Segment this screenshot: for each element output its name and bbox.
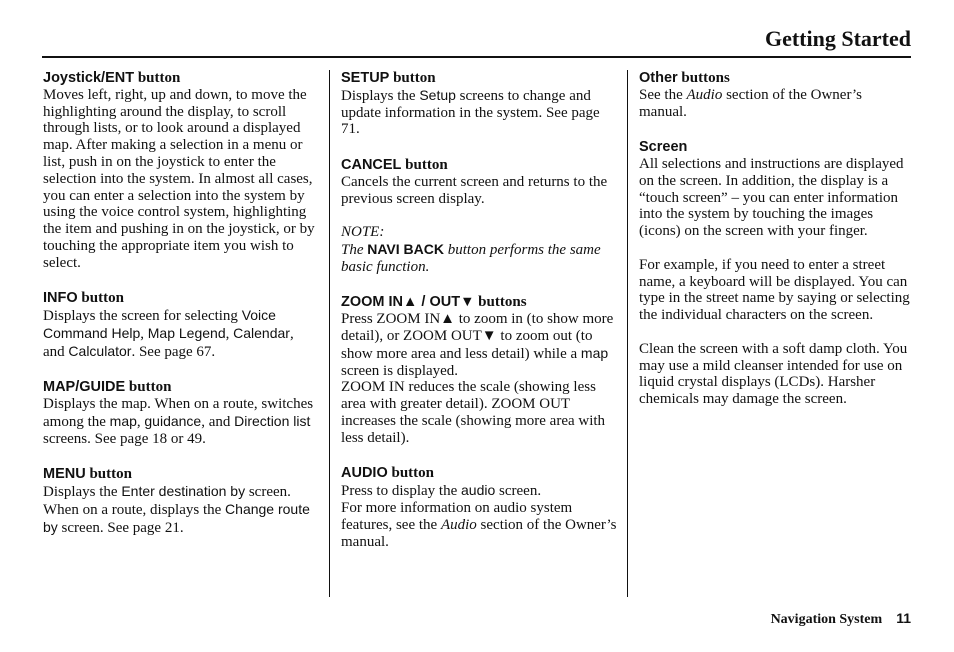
info-heading: INFO button [43, 290, 124, 307]
info-text: Displays the screen for selecting Voice Command Help, Map Legend, Calendar, and Calculator. See page 67. [43, 307, 294, 360]
menu-section [43, 464, 319, 536]
term-navi-back: NAVI BACK [367, 240, 444, 257]
zoom-scale-text: ZOOM IN reduces the scale (showing less area with greater detail). ZOOM OUT increases the scale (showing more area with less detail). [341, 379, 606, 446]
screen-heading: Screen [639, 139, 688, 156]
joystick-section [43, 68, 319, 272]
other-text: See the Audio section of the Owner’s manual. [639, 86, 863, 120]
map-guide-section [43, 377, 319, 447]
column-1 [43, 68, 319, 537]
audio-more-text: For more information on audio system features, see the Audio section of the Owner’s manual. [341, 499, 617, 550]
column-divider-2 [627, 70, 628, 597]
cancel-heading: CANCEL button [341, 156, 448, 173]
footer-section-name: Navigation System [770, 612, 883, 627]
column-2 [341, 68, 619, 550]
term-calendar: Calendar [233, 324, 290, 341]
audio-text: Press to display the audio screen. [341, 482, 542, 500]
menu-heading: MENU button [43, 466, 132, 483]
info-section [43, 288, 319, 360]
zoom-heading: ZOOM IN▲ / OUT▼ buttons [341, 294, 527, 311]
term-map: map [580, 344, 609, 361]
setup-heading: SETUP button [341, 70, 436, 86]
page-footer [771, 610, 911, 628]
term-enter-destination-by: Enter destination by [121, 483, 246, 500]
page-title: Getting Started [764, 26, 911, 51]
joystick-text: Moves left, right, up and down, to move the highlighting around the display, to scroll through lists, or to look around a displayed map. After making a selection in a menu or list, push in on the joystick to enter the selection into the system. In almost all cases, you can enter a selection into the system by using the voice control system, highlighting the item and pushing in on the joystick, or by touching the appropriate item you wish to select. [43, 86, 315, 271]
note-section [341, 224, 619, 275]
audio-section [341, 463, 619, 550]
setup-section [341, 68, 619, 138]
term-guidance: guidance [144, 412, 202, 429]
term-map: map [109, 412, 137, 429]
note-label: NOTE: [341, 224, 385, 241]
column-divider-1 [329, 70, 330, 597]
menu-text: Displays the Enter destination by screen. When on a route, displays the Change route by screen. See page 21. [43, 483, 310, 536]
map-guide-text: Displays the map. When on a route, switches among the map, guidance, and Direction list screens. See page 18 or 49. [43, 396, 314, 447]
term-setup: Setup [419, 86, 456, 103]
zoom-text: Press ZOOM IN▲ to zoom in (to show more detail), or ZOOM OUT▼ to zoom out (to show more area and less detail) while a map screen is displayed. [341, 311, 614, 379]
term-voice-command-help: Voice Command Help [43, 307, 276, 341]
term-direction-list: Direction list [234, 412, 311, 429]
note-text: The NAVI BACK button performs the same basic function. [341, 240, 601, 275]
setup-text: Displays the Setup screens to change and update information in the system. See page 71. [341, 86, 600, 138]
joystick-heading: Joystick/ENT button [43, 70, 181, 86]
other-section [639, 68, 911, 120]
audio-heading: AUDIO button [341, 465, 435, 482]
screen-para-3: Clean the screen with a soft damp cloth. You may use a mild cleanser intended for use on liquid crystal displays (LCDs). Harsher chemicals may damage the screen. [639, 340, 908, 408]
map-guide-heading: MAP/GUIDE button [43, 379, 172, 396]
term-calculator: Calculator [68, 342, 132, 359]
zoom-section [341, 292, 619, 446]
term-map-legend: Map Legend [147, 324, 226, 341]
column-3 [639, 68, 911, 408]
header-rule [42, 56, 911, 58]
screen-para-2: For example, if you need to enter a street name, a keyboard will be displayed. You can type in the street name by saying or selecting the individual characters on the screen. [639, 256, 910, 324]
term-audio: audio [461, 482, 496, 499]
screen-para-1: All selections and instructions are displayed on the screen. In addition, the display is a “touch screen” – you can enter information into the system by touching the images (icons) on the screen with your finger. [639, 155, 904, 240]
term-change-route-by: Change route by [43, 500, 310, 535]
cancel-section [341, 155, 619, 207]
screen-section [639, 137, 911, 408]
other-heading: Other buttons [639, 70, 730, 86]
page-number: 11 [896, 610, 911, 626]
cancel-text: Cancels the current screen and returns to the previous screen display. [341, 173, 608, 207]
